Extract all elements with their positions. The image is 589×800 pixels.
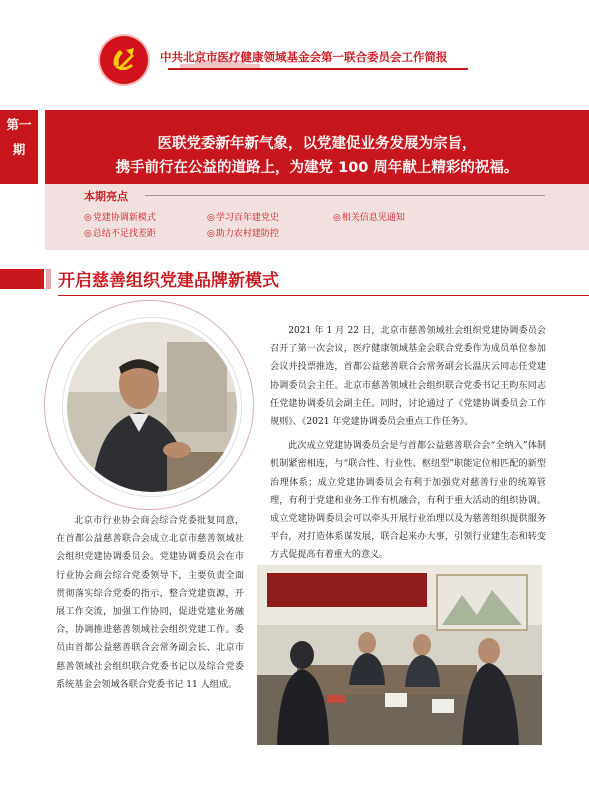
meeting-photo [257, 565, 542, 745]
heading-rule [58, 295, 589, 296]
issue-number-tab [0, 110, 38, 184]
highlight-item: ◎ 党建协调新模式 [84, 210, 156, 223]
highlight-item: ◎ 助力农村建防控 [207, 226, 279, 239]
article-left-column [56, 512, 244, 694]
article-title: 开启慈善组织党建品牌新模式 [58, 271, 279, 291]
article-paragraph-1: 2021 年 1 月 22 日，北京市慈善领域社会组织党建协调委员会召开了第一次会议，医疗健康领域基金会联合党委作为成员单位参加会议并投票推选，首都公益慈善联合会常务副会长温庆云同志任党建协调委员会主任。北京市慈善领域社会组织联合党委书记王昀东同志任党建协调委员会副主任。同时，讨论通过了《党建协调委员会工作规则》、《2021 年党建协调委员会重点工作任务》。 [270, 326, 546, 428]
highlights-rule [145, 195, 545, 196]
highlight-item: ◎ 总结不足找差距 [84, 226, 156, 239]
newsletter-title: 中共北京市医疗健康领域基金会第一联合委员会工作简报 [160, 50, 448, 64]
banner-line-2: 携手前行在公益的道路上，为建党 100 周年献上精彩的祝福。 [115, 160, 519, 176]
heading-red-block [0, 269, 44, 289]
highlight-item: ◎ 学习百年建党史 [207, 210, 279, 223]
issue-tab-line1: 第一 [6, 117, 32, 132]
banner [45, 110, 589, 184]
highlight-item: ◎ 相关信息见通知 [333, 210, 405, 223]
party-emblem-icon [100, 36, 148, 84]
article-heading-bar [0, 266, 589, 294]
page-header [0, 0, 589, 95]
header-divider [168, 68, 468, 70]
article-right-column [270, 322, 546, 565]
highlights-title: 本期亮点 [84, 190, 128, 203]
issue-tab-line2: 期 [12, 142, 26, 157]
banner-line-1: 医联党委新年新气象，以党建促业务发展为宗旨， [157, 136, 477, 152]
article-paragraph-3: 北京市行业协会商会综合党委批复同意，在首都公益慈善联合会成立北京市慈善领域社会组织党建协调委员会。党建协调委员会在市行业协会商会综合党委领导下，主要负责全面贯彻落实综合党委的指示，整合党建资源，开展工作交流，加强工作协同，促进党建业务融合，协调推进慈善领域社会组织党建工作。委员由首都公益慈善联合会常务副会长、北京市慈善领域社会组织联合党委书记以及综合党委系统基金会领域各联合党委书记 11 人组成。 [56, 516, 244, 690]
heading-accent-block [46, 269, 51, 289]
issue-highlights [45, 184, 589, 250]
portrait-photo [63, 318, 241, 496]
article-paragraph-2: 此次成立党建协调委员会是与首都公益慈善联合会“全纳入”体制机制紧密相连，与“联合性、行业性、枢纽型”职能定位相匹配的新型治理体系；成立党建协调委员会有利于加强党对慈善行业的统筹管理，有利于党建和业务工作有机融合，有利于重大活动的组织协调。成立党建协调委员会可以牵头开展行业治理以及为慈善组织提供服务平台，对打造体系谋发展，联合起来办大事，引领行业建生态和转变方式促提高有着重大的意义。 [270, 441, 546, 561]
